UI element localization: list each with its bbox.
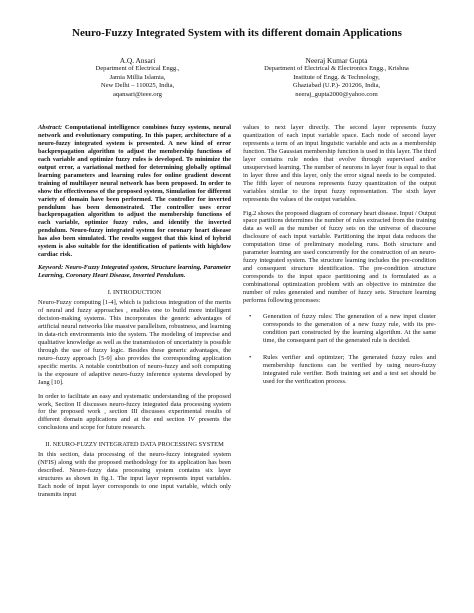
keywords-label: Keyword: bbox=[38, 264, 64, 272]
abstract-text: Computational intelligence combines fuzzy systems, neural network and evolutionary computing. In this paper, architecture of a neuro-fuzzy integrated system is presented. A new kind of error backpropagation algorithm to adjust the membership functions of each variable and optimize fuzzy rules is developed. To minimize the output error, a variational method for determining globally optimal learning parameters and learning rules for online gradient descent training of multilayer neural network has been proposed. In order to show the effectiveness of the proposed system, Simulation for different variety of domain have been performed. The controller for inverted pendulum has been demonstrated. The controller uses error backpropagation algorithm to adjust the membership functions of each variable, optimize fuzzy rules, and identify the inverted pendulum. Neuro-fuzzy integrated system for coronary heart disease has also been simulated. The results suggest that this kind of hybrid system is also suitable for the identification of patients with high/low cardiac risk. bbox=[38, 124, 231, 259]
list-item-text: Generation of fuzzy rules: The generation of a new input cluster corresponds to the generation of a new fuzzy rule, with its pre-condition part constructed by the learning algorithm. At the same time, the consequent part of the generated rule is decided. bbox=[263, 312, 436, 344]
structure-learning-paragraph: Fig.2 shows the proposed diagram of coronary heart disease. Input / Output space partitions determines the number of rules extracted from the training data as well as the number of fuzzy sets on the universe of discourse disclosure of each input variable. Partitioning the input data reduces the computation time of preliminary modeling runs. Both structure and parameter learning are used concurrently for the construction of an neuro-fuzzy integrated system. The structure learning includes the pre-condition and consequent structure identification. The pre-condition structure corresponds to the input space partitioning and is formulated as a combinational optimization problem with an objective to minimize the number of rules generated and number of fuzzy sets. Structure learning performs following processes: bbox=[243, 209, 436, 305]
author-2-email: neeraj_gupta2000@yahoo.com bbox=[295, 90, 378, 98]
section-heading-introduction: I. INTRODUCTION bbox=[107, 289, 162, 297]
nfis-paragraph-1: In this section, data processing of the neuro-fuzzy integrated system (NFIS) along with the proposed methodology for its application has been described. Neuro-fuzzy data processing system contains six layer structures as shown in fig.1. The input layer represents input variables. Each node of input layer corresponds to one input variable, which only transmits input bbox=[38, 451, 231, 499]
layers-paragraph: values to next layer directly. The second layer represents fuzzy quantization of each input variable space. Each node of second layer represents a term of an input linguistic variable and acts as a membership function. The Gaussian membership function is used in this layer. The third layer contains rule nodes that evolve through supervised and/or unsupervised learning. The number of neurons in layer four is equal to that in layer three and this layer, only the error signal needs to be computed. The fifth layer of neurons represents fuzzy quantization of the output variables similar to the input fuzzy representation. The sixth layer represents the values of the output variables. bbox=[243, 124, 436, 203]
abstract-label: Abstract: bbox=[38, 124, 63, 131]
author-2-affiliation-line: Department of Electrical & Electronics Engg., Krishna bbox=[264, 65, 409, 73]
author-2-affiliation-line: Institute of Engg. & Technology, bbox=[293, 73, 380, 81]
process-list bbox=[243, 313, 436, 386]
section-heading-nfis: II. NEURO-FUZZY INTEGRATED DATA PROCESSING SYSTEM bbox=[45, 441, 224, 449]
list-item bbox=[249, 313, 436, 345]
keywords-text: Neuro-Fuzzy Integrated system, Structure learning, Parameter Learning, Coronary Heart Disease, Inverted Pendulum. bbox=[38, 264, 231, 280]
author-2 bbox=[237, 57, 436, 99]
author-1-affiliation-line: Department of Electrical Engg., bbox=[95, 65, 180, 73]
paper-title: Neuro-Fuzzy Integrated System with its different domain Applications bbox=[72, 27, 402, 39]
author-1-name: A.Q. Ansari bbox=[119, 56, 156, 65]
list-item-text: Rules verifier and optimizer; The generated fuzzy rules and membership functions can be verified by using neuro-fuzzy integrated rule verifier. Both training set and a test set should be used for the verification process. bbox=[263, 353, 436, 385]
author-2-affiliation-line: Ghaziabad (U.P.)- 201206, India, bbox=[292, 82, 381, 90]
keywords bbox=[38, 264, 231, 280]
left-column bbox=[38, 124, 231, 499]
body-columns bbox=[38, 124, 436, 499]
author-2-name: Neeraj Kumar Gupta bbox=[305, 56, 368, 65]
author-block bbox=[38, 57, 436, 99]
author-1 bbox=[38, 57, 237, 99]
author-1-affiliation-line: New Delhi – 110025, India, bbox=[100, 82, 175, 90]
bullet-icon: • bbox=[249, 353, 252, 361]
list-item bbox=[249, 354, 436, 386]
intro-paragraph-1: Neuro-Fuzzy computing [1-4], which is judicious integration of the merits of neural and fuzzy approaches , enables one to build more intelligent decision-making systems. This incorporates the generic advantages of artificial neural networks like massive parallelism, robustness, and learning in data-rich environments into the system. The modeling of imprecise and qualitative knowledge as well as the transmission of uncertainty is possible through the use of fuzzy logic. Besides these generic advantages, the neuro–fuzzy approach [5-9] also provides the corresponding application specific merits. A notable contribution of neuro-fuzzy and soft computing is the exposure of adaptive neuro-fuzzy inference systems developed by Jang [10]. bbox=[38, 299, 231, 386]
intro-paragraph-2: In order to facilitate an easy and systematic understanding of the proposed work, Section II discusses neuro-fuzzy integrated data processing system for the proposed work , section III discusses experimental results of different domain applications and at the end section IV presents the conclusions and scope for future research. bbox=[38, 392, 231, 432]
bullet-icon: • bbox=[249, 312, 252, 320]
abstract bbox=[38, 124, 231, 259]
right-column bbox=[243, 124, 436, 499]
author-1-affiliation-line: Jamia Millia Islamia, bbox=[109, 73, 166, 81]
author-1-email: aqansari@ieee.org bbox=[113, 90, 162, 98]
